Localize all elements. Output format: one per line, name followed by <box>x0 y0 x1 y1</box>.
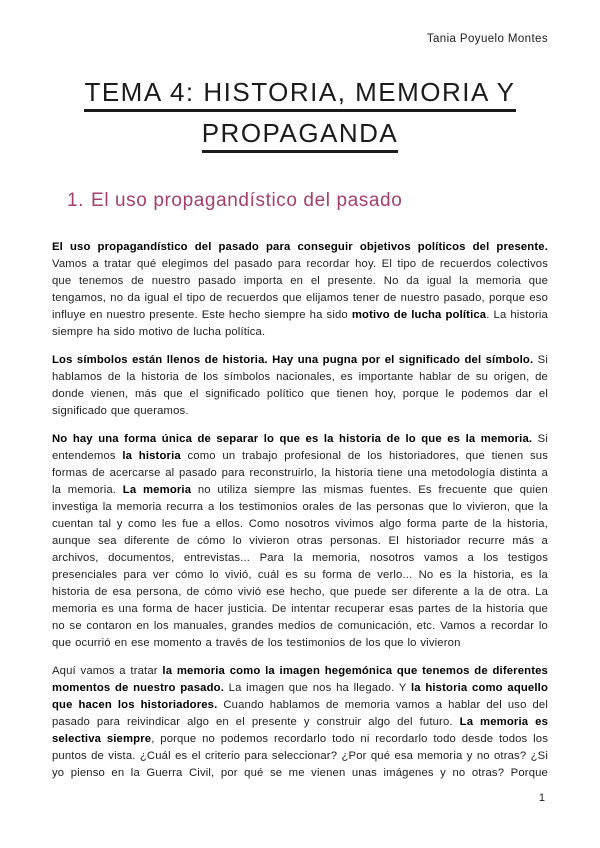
document-title <box>52 73 548 153</box>
section-title: El uso propagandístico del pasado <box>91 190 403 211</box>
section-number: 1. <box>67 190 85 211</box>
title-line-2: PROPAGANDA <box>202 119 399 153</box>
paragraph-2: Los símbolos están llenos de historia. Hay una pugna por el significado del símbolo. Si hablamos de la historia de los símbolos nacionales, es importante hablar de su origen, de donde vienen, más que el significado político que tienen hoy, porque le podemos dar el significado que queramos. <box>52 354 548 417</box>
title-line-1: TEMA 4: HISTORIA, MEMORIA Y <box>84 78 515 112</box>
author-name: Tania Poyuelo Montes <box>426 33 548 45</box>
paragraph-4: Aquí vamos a tratar la memoria como la imagen hegemónica que tenemos de diferentes momentos de nuestro pasado. La imagen que nos ha llegado. Y la historia como aquello que hacen los historiadores. Cuando hablamos de memoria vamos a hablar del uso del pasado para reivindicar algo en el presente y construir algo del futuro. La memoria es selectiva siempre, porque no podemos recordarlo todo ni recordarlo todo desde todos los puntos de vista. ¿Cuál es el criterio para seleccionar? ¿Por qué esa memoria y no otras? ¿Si yo pienso en la Guerra Civil, por qué se me vienen unas imágenes y no otras? Porque <box>52 665 548 779</box>
document-body <box>52 239 548 782</box>
section-heading <box>67 190 548 212</box>
paragraph-3: No hay una forma única de separar lo que es la historia de lo que es la memoria. Si entendemos la historia como un trabajo profesional de los historiadores, que tienen sus formas de acercarse al pasado para reconstruirlo, la historia tiene una metodología distinta a la memoria. La memoria no utiliza siempre las mismas fuentes. Es frecuente que quien investiga la memoria recurra a los testimonios orales de las personas que lo vivieron, que la cuentan tal y como les fue a ellos. Como nosotros vivimos algo forma parte de la historia, aunque sea diferente de cómo lo vivieron otras personas. El historiador recurre más a archivos, documentos, entrevistas... Para la memoria, nosotros vamos a los testigos presenciales para ver cómo lo vivió, cuál es su forma de verlo... No es la historia, es la historia de esa persona, de cómo vivió ese hecho, que puede ser diferente a la de otra. La memoria es una forma de hacer justicia. De intentar recuperar esas partes de la historia que no se contaron en los manuales, grandes medios de comunicación, etc. Vamos a recordar lo que ocurrió en ese momento a través de los testimonios de los que lo vivieron <box>52 433 548 649</box>
paragraph-1: El uso propagandístico del pasado para conseguir objetivos políticos del presente. Vamos a tratar qué elegimos del pasado para recordar hoy. El tipo de recuerdos colectivos que tenemos de nuestro pasado importa en el presente. No da igual la memoria que tengamos, no da igual el tipo de recuerdos que elijamos tener de nuestro pasado, porque eso influye en nuestro presente. Este hecho siempre ha sido motivo de lucha política. La historia siempre ha sido motivo de lucha política. <box>52 241 548 338</box>
page-number: 1 <box>538 792 545 804</box>
